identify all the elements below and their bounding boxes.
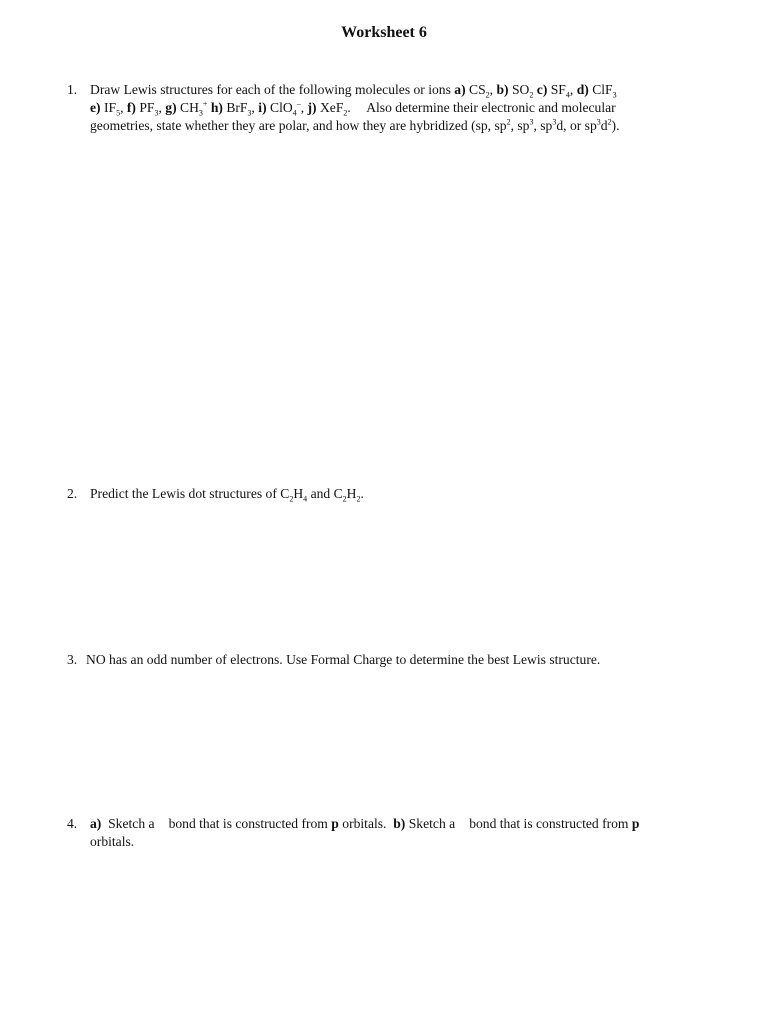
species-item: j) XeF$_2$. [307, 100, 351, 118]
page-title: Worksheet 6 [341, 24, 427, 41]
species-label: b) [496, 82, 509, 97]
question-4 [67, 815, 707, 851]
species-item: h) BrF$_3$, [210, 100, 255, 118]
question-2-body: Predict the Lewis dot structures of $C_2H_4$ and $C_2H_2$. [90, 486, 364, 504]
species-item: d) ClF$_3$ [576, 82, 617, 100]
species-formula: SO [511, 82, 530, 97]
species-formula: ClO [270, 100, 293, 115]
question-1 [67, 81, 707, 135]
species-item: g) $CH_3^+$ [165, 99, 208, 118]
species-formula: PF [139, 100, 155, 115]
question-number: 2. [67, 486, 78, 501]
species-formula: CH [180, 100, 199, 115]
species-item: f) $PF_3$, [126, 100, 162, 118]
species-formula: XeF [319, 100, 344, 115]
species-formula: CS [469, 82, 486, 97]
species-label: g) [165, 100, 177, 115]
question-number: 3. [67, 652, 78, 667]
species-item: e) $IF_5$, [90, 100, 124, 118]
species-formula: ClF [592, 82, 613, 97]
question-3-body: NO has an odd number of electrons. Use Formal Charge to determine the best Lewis structure. [86, 652, 601, 667]
question-3 [67, 651, 707, 669]
species-formula: SF [550, 82, 566, 97]
question-number: 4. [67, 816, 78, 831]
question-4-body: a) Sketch a bond that is constructed from p orbitals. b) Sketch a bond that is constructed from p orbitals. [90, 816, 640, 849]
species-item: a) $CS_2$, [454, 82, 494, 100]
species-item: c) $SF_4$, [536, 82, 574, 100]
species-label: d) [576, 82, 589, 97]
species-label: f) [126, 100, 136, 115]
species-formula: IF [103, 100, 117, 115]
species-label: i) [258, 100, 267, 115]
question-1-body: Draw Lewis structures for each of the following molecules or ions a) $CS_2$, b) $SO_2$ c) $SF_4$, d) ClF$_3$ e) $IF_5$, f) $PF_3$, g) $CH_3^+$ h) BrF$_3$, i) ClO$_4$–, j) XeF$_2$. Also determine their electronic and molecular geometries, state whether they are polar, and how they are hybridized (sp, $sp^2$, $sp^3$, $sp^3d$, or $sp^3d^2$). [90, 82, 620, 133]
question-2 [67, 485, 707, 503]
species-label: c) [536, 82, 548, 97]
species-item: i) ClO$_4$–, [258, 99, 305, 118]
species-label: h) [210, 100, 223, 115]
species-item: b) $SO_2$ [496, 82, 534, 100]
question-number: 1. [67, 82, 78, 97]
species-formula: BrF [226, 100, 248, 115]
species-label: a) [454, 82, 466, 97]
species-label: e) [90, 100, 101, 115]
species-label: j) [307, 100, 317, 115]
